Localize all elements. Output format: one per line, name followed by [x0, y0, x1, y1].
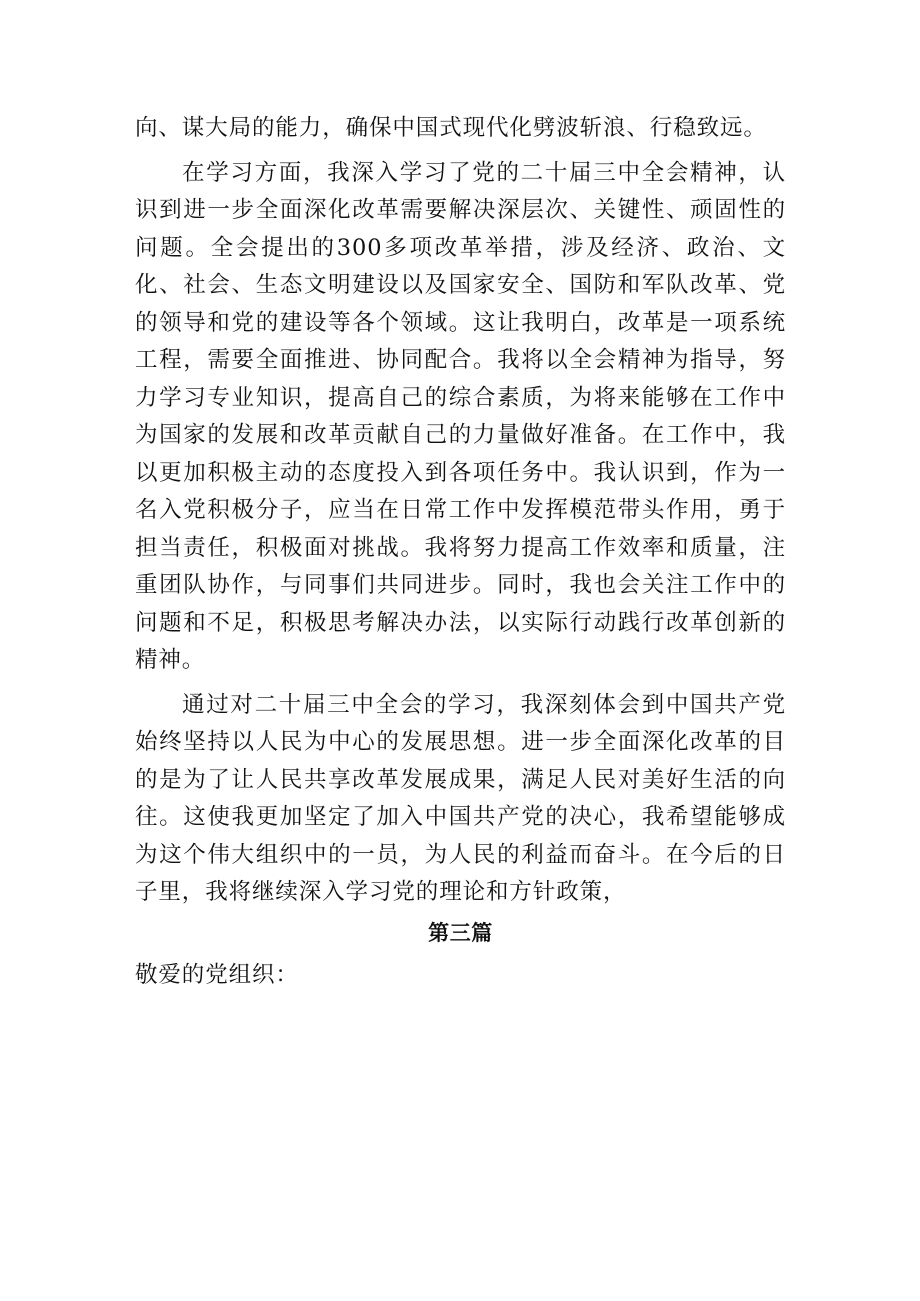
- paragraph-continued: 向、谋大局的能力，确保中国式现代化劈波斩浪、行稳致远。: [135, 115, 767, 141]
- paragraph-study: 在学习方面，我深入学习了党的二十届三中全会精神，认识到进一步全面深化改革需要解决深层次、关键性、顽固性的问题。全会提出的300多项改革举措，涉及经济、政治、文化、社会、生态文明建设以及国家安全、国防和军队改革、党的领导和党的建设等各个领域。这让我明白，改革是一项系统工程，需要全面推进、协同配合。我将以全会精神为指导，努力学习专业知识，提高自己的综合素质，为将来能够在工作中为国家的发展和改革贡献自己的力量做好准备。在工作中，我以更加积极主动的态度投入到各项任务中。我认识到，作为一名入党积极分子，应当在日常工作中发挥模范带头作用，勇于担当责任，积极面对挑战。我将努力提高工作效率和质量，注重团队协作，与同事们共同进步。同时，我也会关注工作中的问题和不足，积极思考解决办法，以实际行动践行改革创新的精神。: [135, 159, 786, 673]
- section-heading: 第三篇: [428, 920, 493, 945]
- salutation: 敬爱的党组织：: [135, 961, 299, 988]
- paragraph-reflection: 通过对二十届三中全会的学习，我深刻体会到中国共产党始终坚持以人民为中心的发展思想。进一步全面深化改革的目的是为了让人民共享改革发展成果，满足人民对美好生活的向往。这使我更加坚定了加入中国共产党的决心，我希望能够成为这个伟大组织中的一员，为人民的利益而奋斗。在今后的日子里，我将继续深入学习党的理论和方针政策，: [135, 691, 786, 905]
